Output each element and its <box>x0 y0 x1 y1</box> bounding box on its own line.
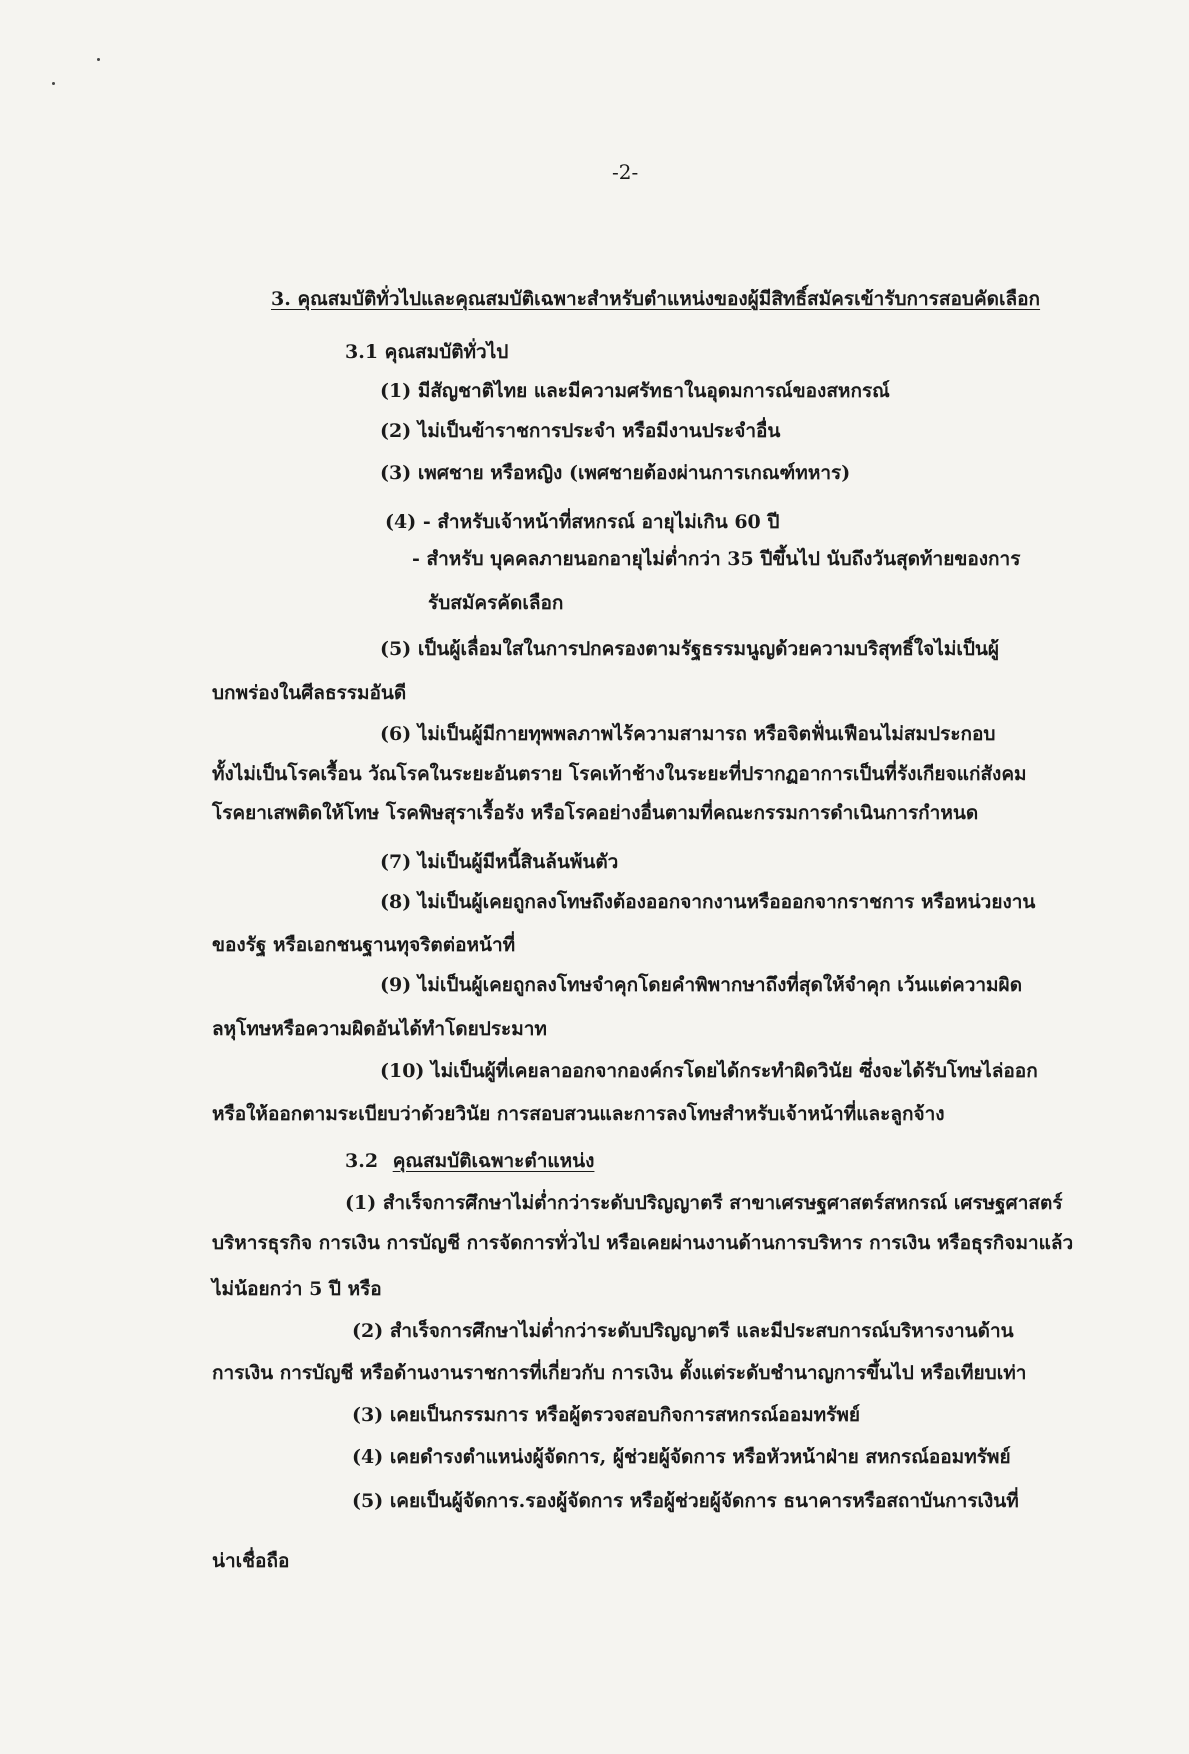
scan-speck <box>97 58 100 61</box>
general-line: โรคยาเสพติดให้โทษ โรคพิษสุราเรื้อรัง หรือโรคอย่างอื่นตามที่คณะกรรมการดำเนินการกำหนด <box>212 802 979 824</box>
specific-line: (1) สำเร็จการศึกษาไม่ต่ำกว่าระดับปริญญาตรี สาขาเศรษฐศาสตร์สหกรณ์ เศรษฐศาสตร์ <box>345 1192 1063 1214</box>
general-line: (6) ไม่เป็นผู้มีกายทุพพลภาพไร้ความสามารถ หรือจิตฟั่นเฟือนไม่สมประกอบ <box>380 723 996 745</box>
specific-line: (5) เคยเป็นผู้จัดการ.รองผู้จัดการ หรือผู้ช่วยผู้จัดการ ธนาคารหรือสถาบันการเงินที่ <box>352 1490 1019 1512</box>
general-line: (5) เป็นผู้เลื่อมใสในการปกครองตามรัฐธรรมนูญด้วยความบริสุทธิ์ใจไม่เป็นผู้ <box>380 638 1000 660</box>
specific-heading-text: คุณสมบัติเฉพาะตำแหน่ง <box>392 1150 595 1172</box>
general-line: (4) - สำหรับเจ้าหน้าที่สหกรณ์ อายุไม่เกิน 60 ปี <box>385 511 780 533</box>
specific-line: (4) เคยดำรงตำแหน่งผู้จัดการ, ผู้ช่วยผู้จัดการ หรือหัวหน้าฝ่าย สหกรณ์ออมทรัพย์ <box>352 1446 1011 1468</box>
general-line: (9) ไม่เป็นผู้เคยถูกลงโทษจำคุกโดยคำพิพากษาถึงที่สุดให้จำคุก เว้นแต่ความผิด <box>380 974 1023 996</box>
general-line: ของรัฐ หรือเอกชนฐานทุจริตต่อหน้าที่ <box>212 934 516 956</box>
general-line: (1) มีสัญชาติไทย และมีความศรัทธาในอุดมการณ์ของสหกรณ์ <box>380 380 890 402</box>
specific-line: (2) สำเร็จการศึกษาไม่ต่ำกว่าระดับปริญญาตรี และมีประสบการณ์บริหารงานด้าน <box>352 1320 1014 1342</box>
section-heading: 3. คุณสมบัติทั่วไปและคุณสมบัติเฉพาะสำหรับตำแหน่งของผู้มีสิทธิ์สมัครเข้ารับการสอบคัดเลือก <box>271 288 1041 310</box>
specific-heading-number: 3.2 <box>345 1150 379 1172</box>
specific-line: ไม่น้อยกว่า 5 ปี หรือ <box>212 1278 382 1300</box>
specific-line: น่าเชื่อถือ <box>212 1550 290 1572</box>
general-line: - สำหรับ บุคคลภายนอกอายุไม่ต่ำกว่า 35 ปีขึ้นไป นับถึงวันสุดท้ายของการ <box>412 548 1021 570</box>
specific-line: บริหารธุรกิจ การเงิน การบัญชี การจัดการทั่วไป หรือเคยผ่านงานด้านการบริหาร การเงิน หรือธุรกิจมาแล้ว <box>212 1232 1074 1254</box>
general-line: รับสมัครคัดเลือก <box>428 592 564 614</box>
general-line: (8) ไม่เป็นผู้เคยถูกลงโทษถึงต้องออกจากงานหรือออกจากราชการ หรือหน่วยงาน <box>380 891 1036 913</box>
general-line: (3) เพศชาย หรือหญิง (เพศชายต้องผ่านการเกณฑ์ทหาร) <box>380 462 851 484</box>
specific-heading <box>345 1148 594 1174</box>
page-number: -2- <box>612 160 639 184</box>
general-line: (7) ไม่เป็นผู้มีหนี้สินล้นพ้นตัว <box>380 851 619 873</box>
specific-line: (3) เคยเป็นกรรมการ หรือผู้ตรวจสอบกิจการสหกรณ์ออมทรัพย์ <box>352 1404 861 1426</box>
general-line: ทั้งไม่เป็นโรคเรื้อน วัณโรคในระยะอันตราย โรคเท้าช้างในระยะที่ปรากฏอาการเป็นที่รังเกียจแก่สังคม <box>212 763 1027 785</box>
general-line: ลหุโทษหรือความผิดอันได้ทำโดยประมาท <box>212 1018 547 1040</box>
general-heading: 3.1 คุณสมบัติทั่วไป <box>345 341 509 363</box>
scan-speck <box>52 82 55 85</box>
general-line: (10) ไม่เป็นผู้ที่เคยลาออกจากองค์กรโดยได้กระทำผิดวินัย ซึ่งจะได้รับโทษไล่ออก <box>380 1060 1038 1082</box>
general-line: หรือให้ออกตามระเบียบว่าด้วยวินัย การสอบสวนและการลงโทษสำหรับเจ้าหน้าที่และลูกจ้าง <box>212 1103 945 1125</box>
general-line: บกพร่องในศีลธรรมอันดี <box>212 682 407 704</box>
general-line: (2) ไม่เป็นข้าราชการประจำ หรือมีงานประจำอื่น <box>380 420 781 442</box>
specific-line: การเงิน การบัญชี หรือด้านงานราชการที่เกี่ยวกับ การเงิน ตั้งแต่ระดับชำนาญการขึ้นไป หรือเทียบเท่า <box>212 1362 1027 1384</box>
